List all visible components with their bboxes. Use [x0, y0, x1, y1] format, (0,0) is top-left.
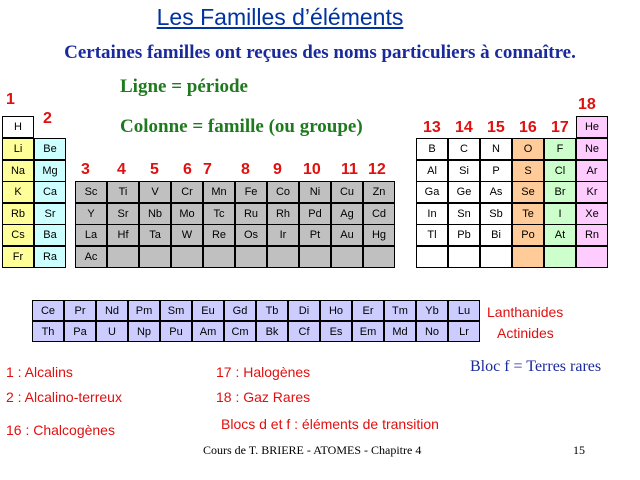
element-Tl: Tl: [416, 224, 448, 246]
element-Cd: Cd: [363, 203, 395, 225]
element-Cl: Cl: [544, 160, 576, 182]
group-number-15: 15: [487, 119, 505, 136]
element-Cs: Cs: [2, 224, 34, 246]
f-element-Md: Md: [384, 321, 416, 342]
page-subtitle: Certaines familles ont reçues des noms particuliers à connaître.: [64, 42, 576, 63]
element-Ra: Ra: [34, 246, 66, 268]
f-element-Nd: Nd: [96, 300, 128, 321]
page-number: 15: [573, 443, 585, 457]
f-element-Tm: Tm: [384, 300, 416, 321]
element-Ba: Ba: [34, 224, 66, 246]
element-B: B: [416, 138, 448, 160]
empty-cell: [544, 246, 576, 268]
legend-alcalins: 1 : Alcalins: [6, 364, 73, 380]
element-P: P: [480, 160, 512, 182]
f-element-Ho: Ho: [320, 300, 352, 321]
empty-cell: [139, 246, 171, 268]
element-Ta: Ta: [139, 224, 171, 246]
f-element-Pu: Pu: [160, 321, 192, 342]
f-element-Pr: Pr: [64, 300, 96, 321]
element-Sr: Sr: [107, 203, 139, 225]
element-Ag: Ag: [331, 203, 363, 225]
f-element-Pa: Pa: [64, 321, 96, 342]
element-K: K: [2, 181, 34, 203]
f-element-Th: Th: [32, 321, 64, 342]
legend-gaz-rares: 18 : Gaz Rares: [216, 389, 311, 405]
element-Y: Y: [75, 203, 107, 225]
empty-cell: [267, 246, 299, 268]
element-At: At: [544, 224, 576, 246]
element-Hf: Hf: [107, 224, 139, 246]
element-Sn: Sn: [448, 203, 480, 225]
element-Pd: Pd: [299, 203, 331, 225]
element-Rn: Rn: [576, 224, 608, 246]
element-As: As: [480, 181, 512, 203]
element-Si: Si: [448, 160, 480, 182]
element-Rb: Rb: [2, 203, 34, 225]
f-element-U: U: [96, 321, 128, 342]
element-Cr: Cr: [171, 181, 203, 203]
empty-cell: [448, 246, 480, 268]
group-number-14: 14: [455, 119, 473, 136]
empty-cell: [299, 246, 331, 268]
f-element-Tb: Tb: [256, 300, 288, 321]
element-W: W: [171, 224, 203, 246]
element-Te: Te: [512, 203, 544, 225]
element-Ir: Ir: [267, 224, 299, 246]
group-number-11: 11: [341, 161, 358, 178]
empty-cell: [331, 246, 363, 268]
element-Os: Os: [235, 224, 267, 246]
element-In: In: [416, 203, 448, 225]
element-Fe: Fe: [235, 181, 267, 203]
element-Pt: Pt: [299, 224, 331, 246]
element-Mn: Mn: [203, 181, 235, 203]
element-I: I: [544, 203, 576, 225]
element-Sc: Sc: [75, 181, 107, 203]
element-Zn: Zn: [363, 181, 395, 203]
f-element-Cf: Cf: [288, 321, 320, 342]
group-number-13: 13: [423, 119, 441, 136]
element-Ne: Ne: [576, 138, 608, 160]
element-Re: Re: [203, 224, 235, 246]
empty-cell: [480, 246, 512, 268]
element-Sr: Sr: [34, 203, 66, 225]
f-element-Di: Di: [288, 300, 320, 321]
group-number-9: 9: [273, 161, 282, 178]
empty-cell: [171, 246, 203, 268]
group-number-18: 18: [578, 96, 596, 113]
group-number-3: 3: [81, 161, 90, 178]
group-number-5: 5: [150, 161, 159, 178]
page-title: Les Familles d’éléments: [156, 4, 404, 30]
group-number-17: 17: [551, 119, 569, 136]
group-number-7: 7: [203, 161, 212, 178]
element-Be: Be: [34, 138, 66, 160]
element-Pb: Pb: [448, 224, 480, 246]
colonne-definition: Colonne = famille (ou groupe): [120, 116, 363, 137]
f-element-No: No: [416, 321, 448, 342]
element-He: He: [576, 116, 608, 138]
group-number-1: 1: [6, 91, 15, 108]
empty-cell: [416, 246, 448, 268]
element-Sb: Sb: [480, 203, 512, 225]
empty-cell: [235, 246, 267, 268]
element-Hg: Hg: [363, 224, 395, 246]
element-Se: Se: [512, 181, 544, 203]
element-La: La: [75, 224, 107, 246]
element-Ti: Ti: [107, 181, 139, 203]
element-Ca: Ca: [34, 181, 66, 203]
element-Kr: Kr: [576, 181, 608, 203]
element-Bi: Bi: [480, 224, 512, 246]
lanthanides-label: Lanthanides: [487, 304, 564, 320]
f-element-Es: Es: [320, 321, 352, 342]
element-Ni: Ni: [299, 181, 331, 203]
f-element-Lr: Lr: [448, 321, 480, 342]
element-Co: Co: [267, 181, 299, 203]
group-number-16: 16: [519, 119, 537, 136]
element-N: N: [480, 138, 512, 160]
f-element-Gd: Gd: [224, 300, 256, 321]
element-S: S: [512, 160, 544, 182]
element-Po: Po: [512, 224, 544, 246]
element-Au: Au: [331, 224, 363, 246]
f-element-Lu: Lu: [448, 300, 480, 321]
f-element-Yb: Yb: [416, 300, 448, 321]
element-Tc: Tc: [203, 203, 235, 225]
f-element-Pm: Pm: [128, 300, 160, 321]
element-Ga: Ga: [416, 181, 448, 203]
legend-transition: Blocs d et f : éléments de transition: [221, 416, 439, 432]
element-Al: Al: [416, 160, 448, 182]
legend-halogenes: 17 : Halogènes: [216, 364, 311, 380]
empty-cell: [363, 246, 395, 268]
element-Mo: Mo: [171, 203, 203, 225]
f-element-Am: Am: [192, 321, 224, 342]
f-element-Cm: Cm: [224, 321, 256, 342]
element-Xe: Xe: [576, 203, 608, 225]
empty-cell: [512, 246, 544, 268]
actinides-label: Actinides: [497, 325, 554, 341]
element-C: C: [448, 138, 480, 160]
legend-chalcogenes: 16 : Chalcogènes: [6, 422, 115, 438]
element-Li: Li: [2, 138, 34, 160]
element-Na: Na: [2, 160, 34, 182]
group-number-8: 8: [241, 161, 250, 178]
footer-course: Cours de T. BRIERE - ATOMES - Chapitre 4: [203, 443, 422, 457]
bloc-f-note: Bloc f = Terres rares: [470, 358, 602, 375]
f-element-Sm: Sm: [160, 300, 192, 321]
element-Ar: Ar: [576, 160, 608, 182]
element-O: O: [512, 138, 544, 160]
f-element-Eu: Eu: [192, 300, 224, 321]
empty-cell: [107, 246, 139, 268]
element-F: F: [544, 138, 576, 160]
f-element-Bk: Bk: [256, 321, 288, 342]
ligne-definition: Ligne = période: [120, 76, 248, 97]
element-Mg: Mg: [34, 160, 66, 182]
group-number-6: 6: [183, 161, 192, 178]
element-V: V: [139, 181, 171, 203]
element-Rh: Rh: [267, 203, 299, 225]
f-element-Em: Em: [352, 321, 384, 342]
group-number-4: 4: [117, 161, 126, 178]
f-element-Ce: Ce: [32, 300, 64, 321]
legend-alcalino-terreux: 2 : Alcalino-terreux: [6, 389, 122, 405]
group-number-10: 10: [303, 161, 321, 178]
f-element-Np: Np: [128, 321, 160, 342]
element-Fr: Fr: [2, 246, 34, 268]
group-number-12: 12: [368, 161, 386, 178]
element-Ru: Ru: [235, 203, 267, 225]
element-Cu: Cu: [331, 181, 363, 203]
f-element-Er: Er: [352, 300, 384, 321]
element-Ge: Ge: [448, 181, 480, 203]
element-Ac: Ac: [75, 246, 107, 268]
element-Nb: Nb: [139, 203, 171, 225]
empty-cell: [576, 246, 608, 268]
group-number-2: 2: [43, 110, 52, 127]
element-Br: Br: [544, 181, 576, 203]
element-H: H: [2, 116, 34, 138]
empty-cell: [203, 246, 235, 268]
